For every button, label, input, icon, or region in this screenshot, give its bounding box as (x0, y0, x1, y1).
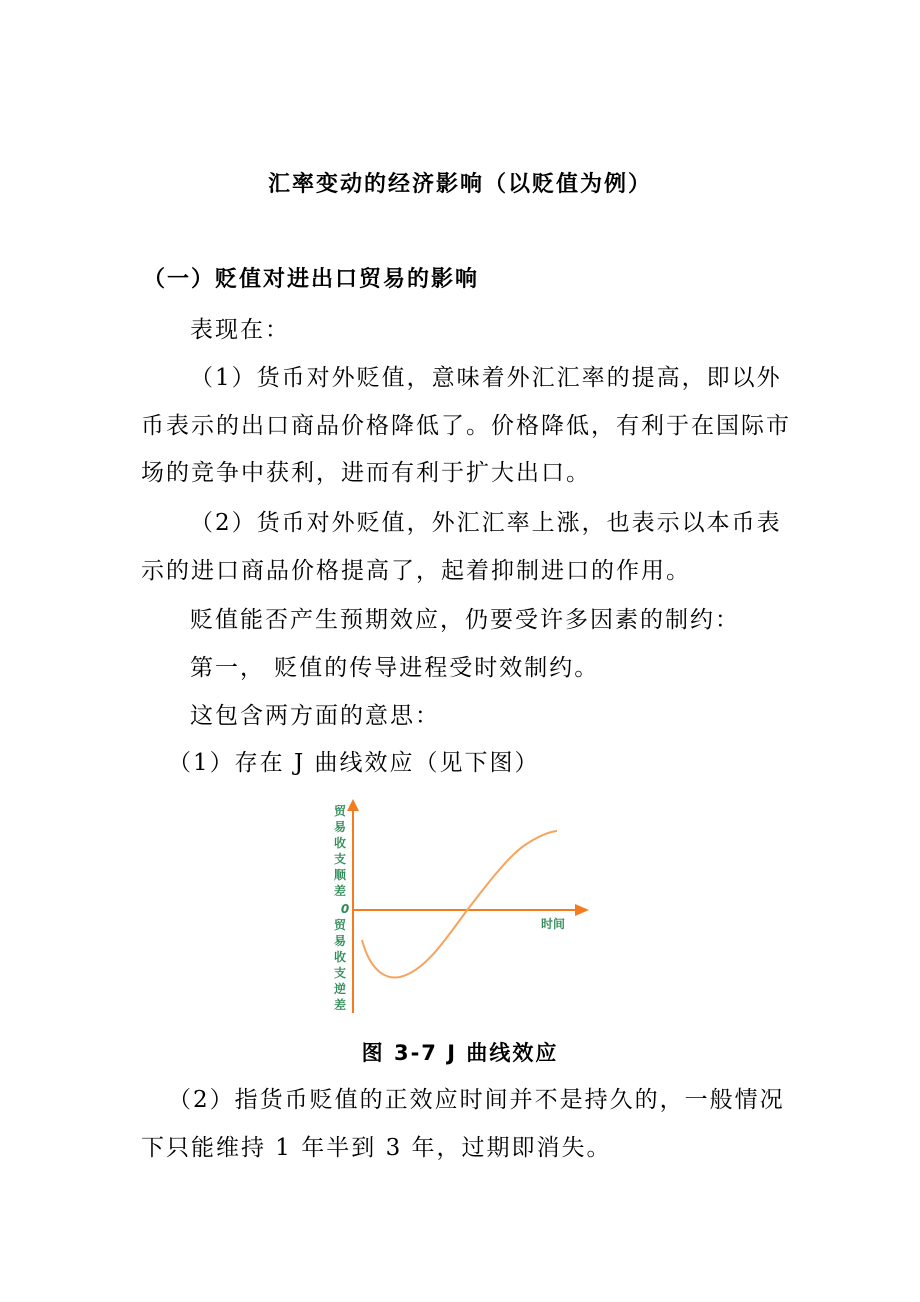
section-heading: （一）贬值对进出口贸易的影响 (143, 267, 480, 292)
paragraph-line: 下只能维持 1 年半到 3 年，过期即消失。 (141, 1135, 612, 1161)
paragraph-line: 示的进口商品价格提高了，起着抑制进口的作用。 (141, 558, 691, 584)
y-axis-label-lower-char: 差 (333, 998, 347, 1012)
j-curve-figure (325, 795, 600, 1020)
y-axis-label-upper-char: 差 (333, 884, 347, 898)
origin-label: 0 (340, 902, 350, 916)
y-axis-label-upper-char: 收 (333, 836, 347, 850)
y-axis-label-lower-char: 贸 (333, 918, 347, 932)
y-axis-label-lower-char: 收 (333, 950, 347, 964)
paragraph-line: （2）货币对外贬值，外汇汇率上涨，也表示以本币表 (190, 510, 782, 536)
paragraph-line: （1）货币对外贬值，意味着外汇汇率的提高，即以外 (190, 365, 782, 391)
j-curve-line (362, 831, 557, 978)
paragraph-line: （1）存在 J 曲线效应（见下图） (168, 750, 540, 776)
y-axis-label-lower-char: 逆 (333, 982, 347, 996)
paragraph-line: 第一， 贬值的传导进程受时效制约。 (190, 655, 600, 681)
paragraph-line: 贬值能否产生预期效应，仍要受许多因素的制约： (190, 607, 740, 633)
paragraph-line: 这包含两方面的意思： (190, 703, 440, 729)
y-axis-label-upper-char: 贸 (333, 804, 347, 818)
y-axis-label-upper-char: 支 (333, 852, 347, 866)
y-axis-label-upper-char: 易 (333, 820, 347, 834)
y-axis-label-upper (334, 803, 347, 898)
paragraph-line: 场的竞争中获利，进而有利于扩大出口。 (141, 460, 591, 486)
y-axis-arrow-icon (347, 799, 359, 811)
y-axis-label-lower-char: 支 (333, 966, 347, 980)
document-title: 汇率变动的经济影响（以贬值为例） (267, 172, 652, 197)
paragraph-line: 币表示的出口商品价格降低了。价格降低，有利于在国际市 (141, 413, 791, 439)
x-axis-label: 时间 (540, 917, 566, 931)
y-axis-label-upper-char: 顺 (333, 868, 347, 882)
paragraph-line: 表现在： (190, 317, 290, 343)
figure-caption: 图 3-7 J 曲线效应 (361, 1041, 559, 1065)
y-axis-label-lower (334, 917, 347, 1012)
y-axis-label-lower-char: 易 (333, 934, 347, 948)
x-axis-arrow-icon (575, 904, 589, 916)
paragraph-line: （2）指货币贬值的正效应时间并不是持久的，一般情况 (168, 1087, 785, 1113)
